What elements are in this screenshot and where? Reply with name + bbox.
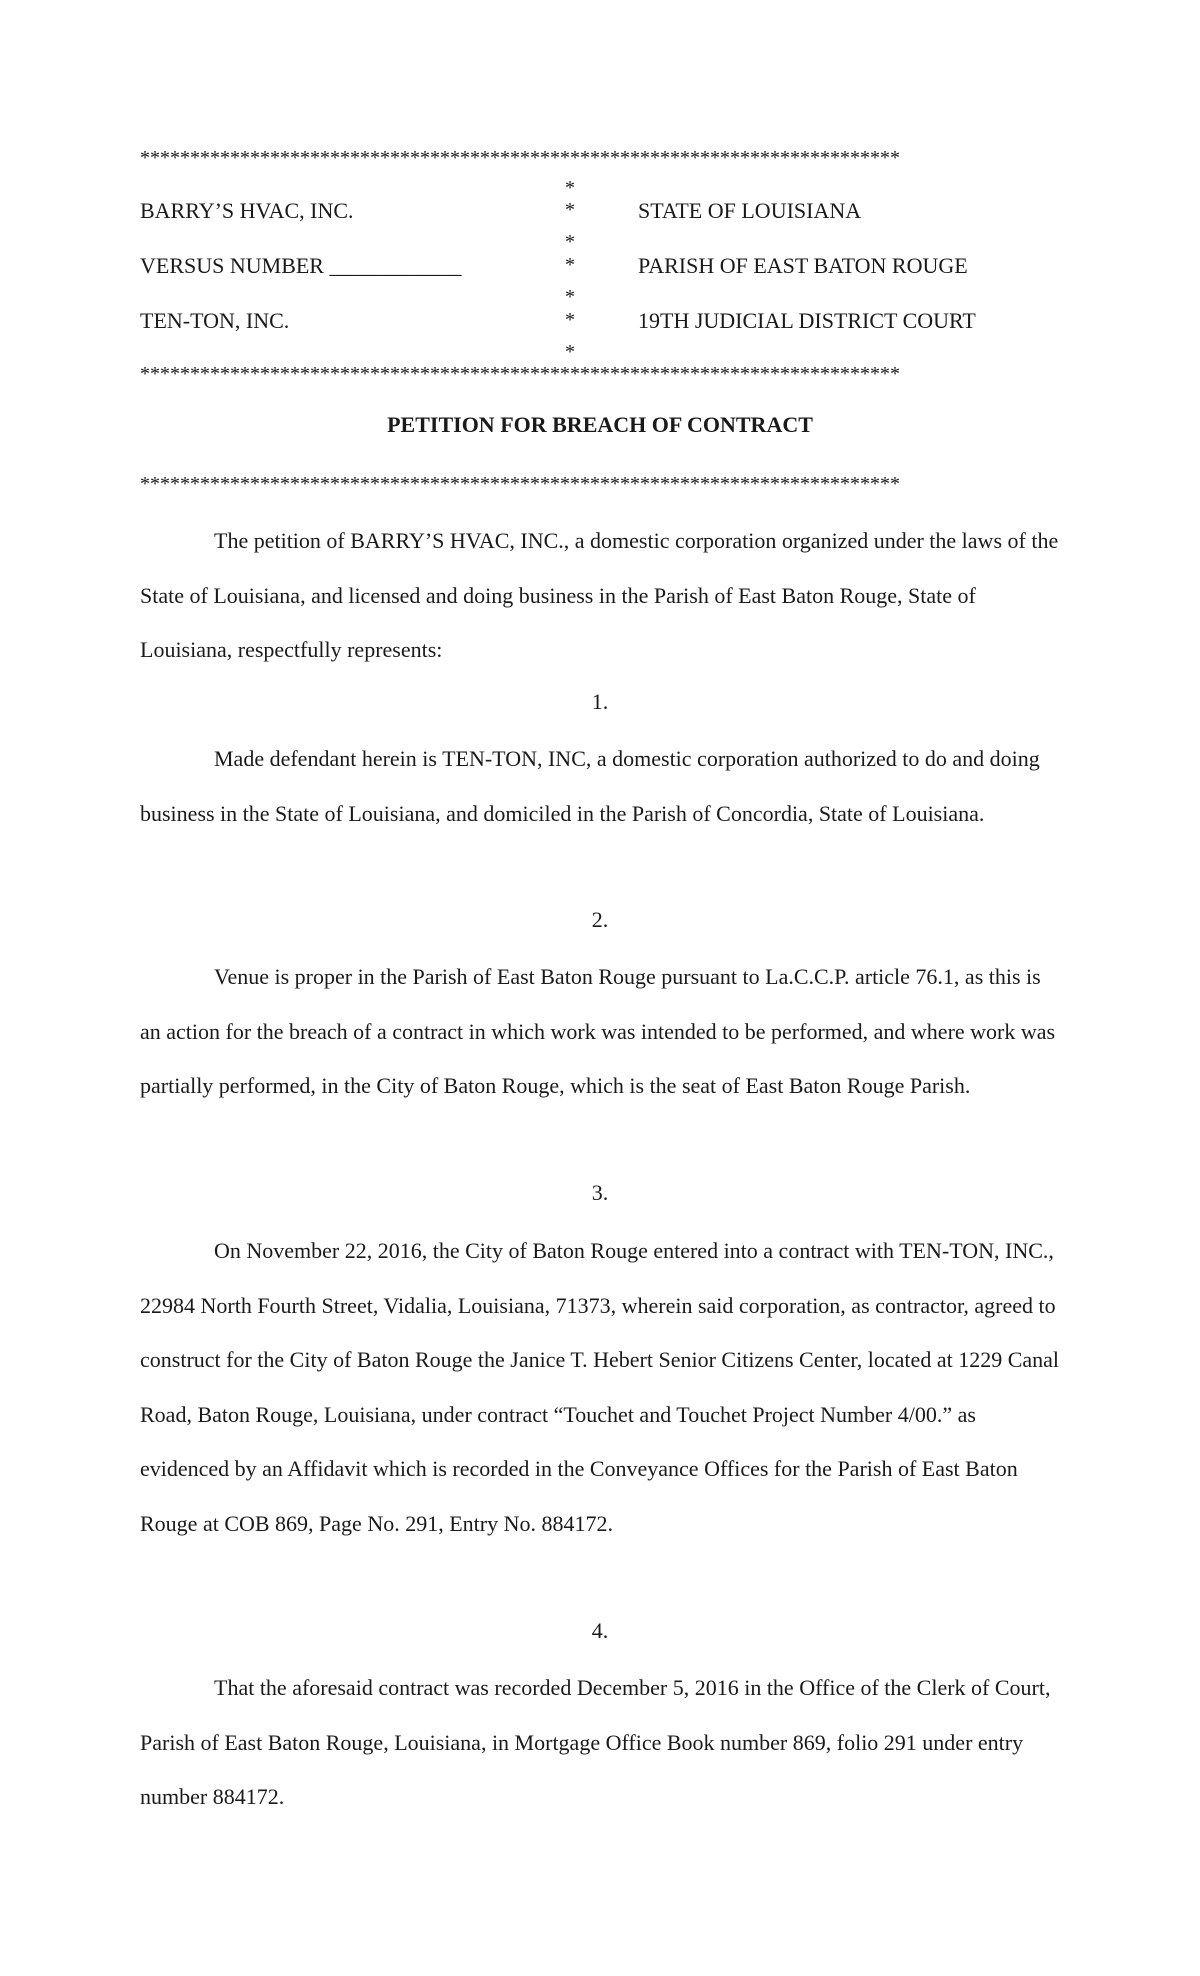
section-paragraph: On November 22, 2016, the City of Baton Rouge entered into a contract with TEN-TON, INC., 22984 North Fourth Street, Vidalia, Louisiana, 71373, wherein said corporation, as contractor, agreed to construct for the City of Baton Rouge the Janice T. Hebert Senior Citizens Center, located at 1229 Canal Road, Baton Rouge, Louisiana, under contract “Touchet and Touchet Project Number 4/00.” as evidenced by an Affidavit which is recorded in the Conveyance Offices for the Parish of East Baton Rouge at COB 869, Page No. 291, Entry No. 884172. [140, 1238, 1060, 1536]
section-paragraph: Venue is proper in the Parish of East Baton Rouge pursuant to La.C.C.P. article 76.1, as this is an action for the breach of a contract in which work was intended to be performed, and where work was partially performed, in the City of Baton Rouge, which is the seat of East Baton Rouge Parish. [140, 964, 1056, 1098]
caption-star: * [565, 177, 575, 199]
caption-star: * [565, 286, 575, 308]
caption-star: * [565, 309, 575, 331]
document-title: PETITION FOR BREACH OF CONTRACT [387, 412, 813, 437]
caption-star: * [565, 231, 575, 253]
section-number: 3. [591, 1180, 609, 1205]
defendant-name: TEN-TON, INC. [140, 308, 290, 333]
caption-star: * [565, 254, 575, 276]
caption-star: * [565, 341, 575, 363]
court-state: STATE OF LOUISIANA [638, 198, 862, 223]
caption-top-border: **************************************************************************** [140, 148, 900, 168]
section-number: 2. [591, 907, 609, 932]
caption-bottom-border: **************************************************************************** [140, 364, 900, 384]
section-paragraph: Made defendant herein is TEN-TON, INC, a domestic corporation authorized to do and doing business in the State of Louisiana, and domiciled in the Parish of Concordia, State of Louisiana. [140, 746, 1040, 826]
intro-paragraph: The petition of BARRY’S HVAC, INC., a domestic corporation organized under the laws of the State of Louisiana, and licensed and doing business in the Parish of East Baton Rouge, State of Louisiana, respectfully represents: [140, 528, 1059, 662]
court-name: 19TH JUDICIAL DISTRICT COURT [638, 308, 976, 333]
title-bottom-border: **************************************************************************** [140, 474, 900, 494]
section-number: 4. [591, 1618, 609, 1643]
section-number: 1. [591, 689, 609, 714]
section-paragraph: That the aforesaid contract was recorded December 5, 2016 in the Office of the Clerk of Court, Parish of East Baton Rouge, Louisiana, in Mortgage Office Book number 869, folio 291 under entry number 884172. [140, 1675, 1051, 1809]
court-parish: PARISH OF EAST BATON ROUGE [638, 253, 968, 278]
docket-number-line: VERSUS NUMBER ____________ [140, 253, 462, 278]
plaintiff-name: BARRY’S HVAC, INC. [140, 198, 354, 223]
caption-star: * [565, 199, 575, 221]
